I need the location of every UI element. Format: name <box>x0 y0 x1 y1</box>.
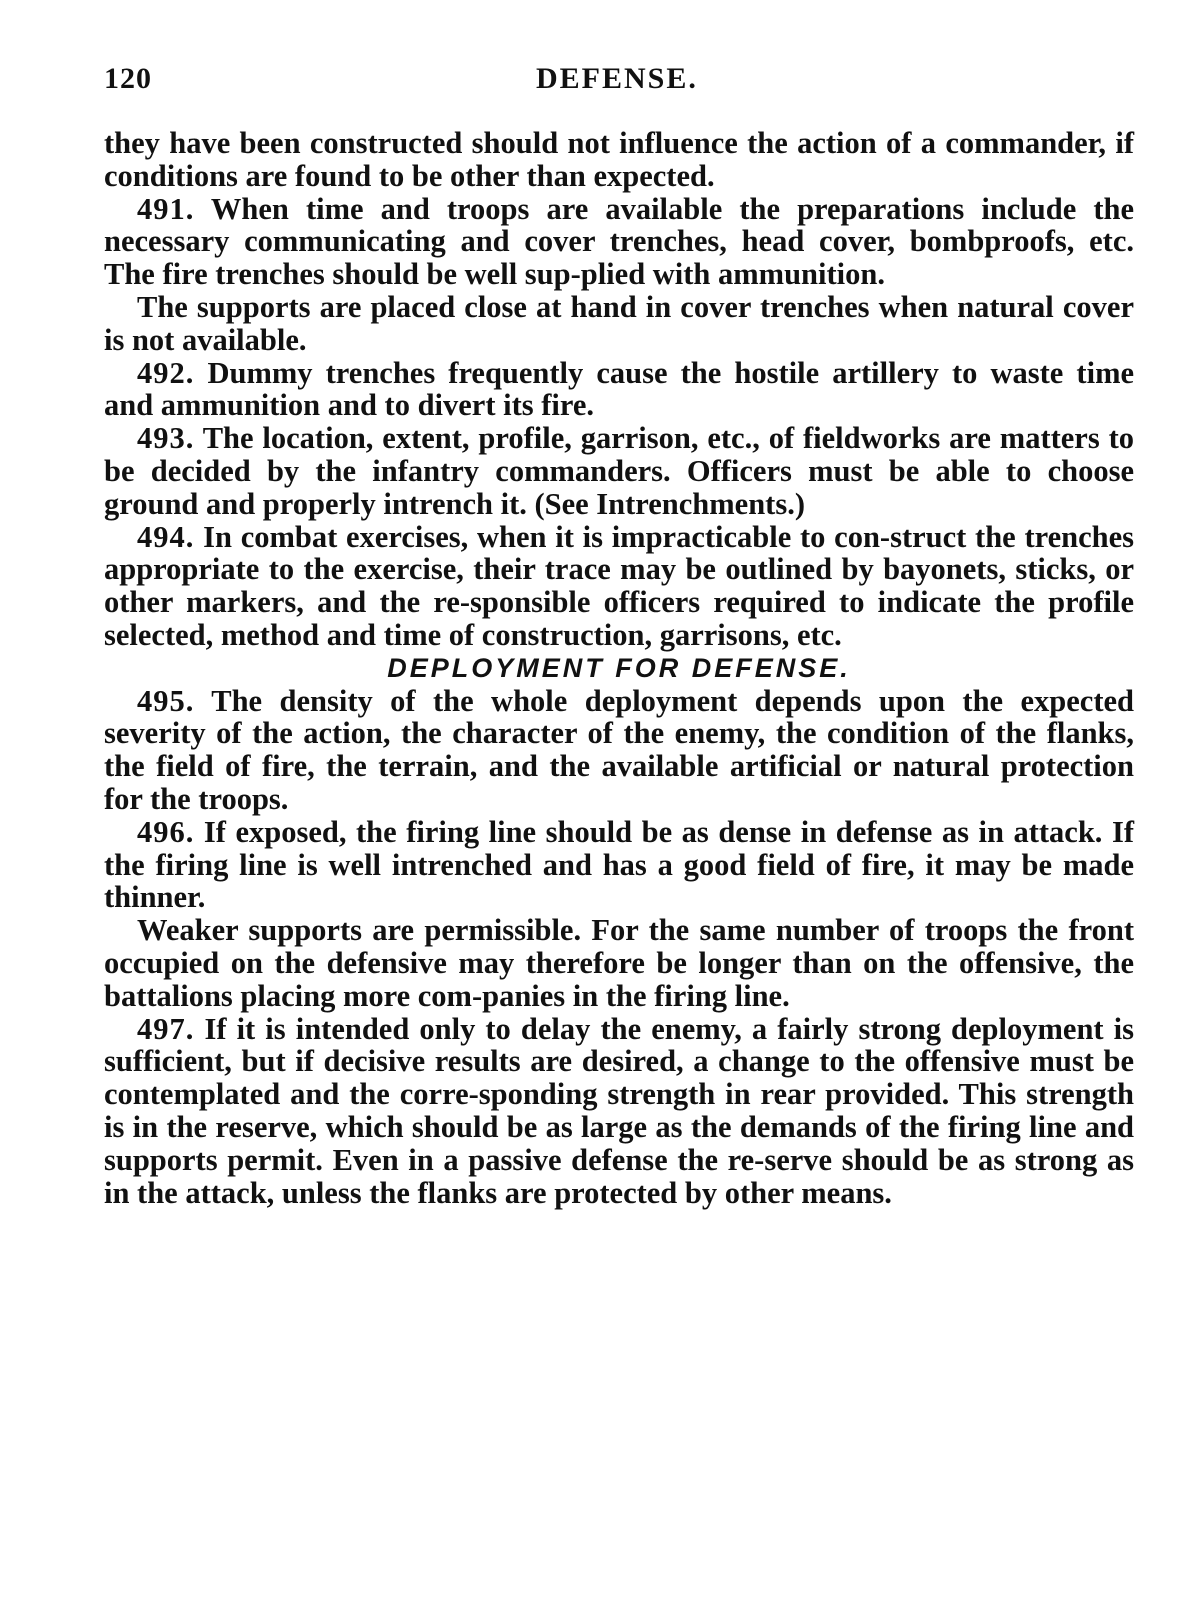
paragraph-number: 494. <box>137 519 195 554</box>
paragraph-text: When time and troops are available the preparations include the necessary communicating and cover trenches, head cover, bombproofs, etc. The fire trenches should be well sup-plied with ammunition. <box>104 191 1135 292</box>
paragraph-491-continued: The supports are placed close at hand in cover trenches when natural cover is not available. <box>104 289 1134 357</box>
paragraph-text: The density of the whole deployment depends upon the expected severity of the action, the character of the enemy, the condition of the flanks, the field of fire, the terrain, and the available artificial or natural protection for the troops. <box>104 683 1134 816</box>
paragraph-number: 497. <box>137 1011 195 1046</box>
paragraph-number: 495. <box>137 683 195 718</box>
paragraph-continuation: they have been constructed should not influence the action of a commander, if conditions are found to be other than expected. <box>104 126 1134 193</box>
paragraph-496-continued: Weaker supports are permissible. For the same number of troops the front occupied on the defensive may therefore be longer than on the offensive, the battalions placing more com-panies in the firing line. <box>104 913 1134 1013</box>
paragraph-493 <box>104 422 1134 520</box>
page-body <box>104 127 1134 1209</box>
paragraph-492 <box>104 357 1134 423</box>
page-header <box>104 62 1134 102</box>
paragraph-number: 491. <box>137 191 195 226</box>
paragraph-496 <box>104 816 1134 914</box>
paragraph-number: 493. <box>137 421 195 456</box>
paragraph-491 <box>104 193 1134 291</box>
paragraph-number: 492. <box>137 355 195 390</box>
running-head: DEFENSE. <box>536 62 698 95</box>
section-heading: DEPLOYMENT FOR DEFENSE. <box>387 652 851 683</box>
paragraph-text: If exposed, the firing line should be as dense in defense as in attack. If the firing line is well intrenched and has a good field of fire, it may be made thinner. <box>104 814 1134 915</box>
paragraph-495 <box>104 685 1134 816</box>
page-number: 120 <box>104 62 152 95</box>
paragraph-494 <box>104 521 1134 652</box>
paragraph-text: If it is intended only to delay the enemy, a fairly strong deployment is sufficient, but if decisive results are desired, a change to the offensive must be contemplated and the corre-sponding strength in rear provided. This strength is in the reserve, which should be as large as the demands of the firing line and supports permit. Even in a passive defense the re-serve should be as strong as in the attack, unless the flanks are protected by other means. <box>104 1011 1134 1210</box>
paragraph-text: In combat exercises, when it is impracticable to con-struct the trenches appropriate to the exercise, their trace may be outlined by bayonets, sticks, or other markers, and the re-sponsible officers required to indicate the profile selected, method and time of construction, garrisons, etc. <box>104 519 1134 652</box>
paragraph-text: The location, extent, profile, garrison, etc., of fieldworks are matters to be decided by the infantry commanders. Officers must be able to choose ground and properly intrench it. (See Intrenchments.) <box>104 421 1134 521</box>
paragraph-text: Dummy trenches frequently cause the hostile artillery to waste time and ammunition and to divert its fire. <box>104 355 1135 423</box>
paragraph-number: 496. <box>137 814 195 849</box>
paragraph-497 <box>104 1013 1134 1210</box>
